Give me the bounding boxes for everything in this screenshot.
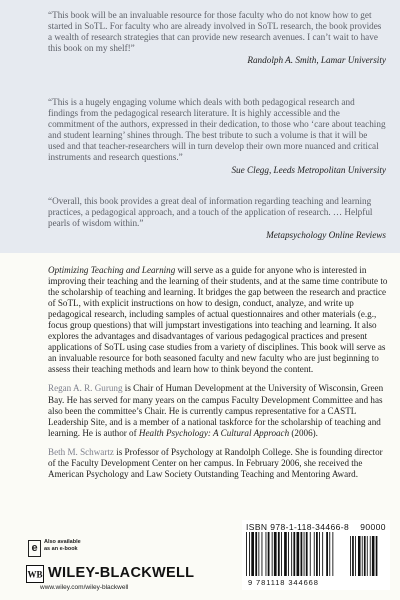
isbn-barcode-block	[242, 520, 390, 590]
barcode-bar	[258, 532, 259, 576]
publisher-name: WILEY-BLACKWELL	[48, 565, 195, 581]
review-2	[48, 97, 386, 176]
isbn-line	[246, 522, 390, 532]
barcode-bar	[262, 532, 263, 576]
barcode-number: 9 781118 344668	[248, 578, 319, 587]
barcode-addon-bar	[370, 536, 371, 576]
barcode-bar	[251, 532, 254, 576]
review-quote: “This is a hugely engaging volume which deals with both pedagogical research and findings from the pedagogical research literature. It is highly accessible and the commitment of the authors, expressed in their dedication, to those who ‘care about teaching and student learning’ shines through. The best tribute to such a volume is that it will be used and that teacher-researchers will in turn develop their own more nuanced and critical instruments and research questions.”	[48, 97, 386, 163]
review-1	[48, 10, 386, 66]
book-description	[48, 265, 388, 480]
wiley-blackwell-logo-icon	[26, 565, 44, 583]
barcode-bar	[249, 532, 250, 576]
barcode-bar	[301, 532, 303, 576]
barcode-bar	[293, 532, 295, 576]
ebook-line-2: as an e-book	[44, 546, 78, 552]
review-attribution: Sue Clegg, Leeds Metropolitan University	[231, 164, 386, 175]
author-name: Regan A. R. Gurung	[48, 383, 123, 394]
review-quote: “Overall, this book provides a great deal of information regarding teaching and learning practices, a pedagogical approach, and a touch of the application of research. … Helpful pearls of wisdom within.”	[48, 196, 373, 229]
barcode-addon-bar	[350, 536, 351, 576]
barcode-bar	[281, 532, 282, 576]
barcode	[242, 532, 390, 578]
barcode-bar	[278, 532, 280, 576]
barcode-bar	[272, 532, 273, 576]
author-book-title: Health Psychology: A Cultural Approach	[138, 427, 290, 438]
author-name: Beth M. Schwartz	[48, 446, 114, 457]
logo-letters: WB	[27, 569, 43, 580]
publisher-website: www.wiley.com/wiley-blackwell	[40, 584, 129, 591]
isbn: ISBN 978-1-118-34466-8	[246, 522, 350, 532]
barcode-bar	[314, 532, 315, 576]
barcode-addon-bar	[372, 536, 375, 576]
barcode-bar	[291, 532, 292, 576]
reviews-panel	[0, 0, 400, 253]
review-attribution: Randolph A. Smith, Lamar University	[247, 55, 386, 66]
ebook-badge	[26, 539, 81, 563]
barcode-bar	[288, 532, 289, 576]
description-text	[48, 265, 388, 375]
barcode-addon-bar	[367, 536, 368, 576]
barcode-bar	[268, 532, 270, 576]
review-quote: “This book will be an invaluable resource for those faculty who do not know how to get started in SoTL. For faculty who are already involved in SoTL research, the book provides a wealth of research strategies that can provide new research avenues. I can’t wait to have this book on my shelf!”	[48, 10, 382, 54]
barcode-bar	[284, 532, 287, 576]
barcode-bar	[255, 532, 257, 576]
author-bio-2	[48, 447, 388, 480]
barcode-bar	[297, 532, 300, 576]
barcode-bar	[274, 532, 277, 576]
author-bio: is Professor of Psychology at Randolph College. She is founding director of the Faculty Development Center on her campus. In February 2006, she received the American Psychology and Law Society Outstanding Teaching and Mentoring Award.	[48, 446, 383, 479]
barcode-bar	[246, 532, 247, 576]
barcode-bar	[329, 532, 330, 576]
book-title: Optimizing Teaching and Learning	[48, 265, 176, 275]
price-code: 90000	[360, 522, 386, 532]
barcode-bar	[304, 532, 305, 576]
author-bio-1	[48, 383, 388, 438]
barcode-addon-bar	[358, 536, 361, 576]
barcode-addon-bar	[355, 536, 356, 576]
review-attribution: Metapsychology Online Reviews	[266, 230, 386, 241]
barcode-addon-bar	[362, 536, 363, 576]
barcode-bar	[266, 532, 267, 576]
barcode-bar	[332, 532, 333, 576]
author-bio-end: (2006).	[289, 427, 318, 438]
barcode-addon-bar	[352, 536, 354, 576]
barcode-bar	[306, 532, 308, 576]
ebook-icon: e	[28, 540, 41, 557]
barcode-bar	[319, 532, 320, 576]
ebook-line-1: Also available	[44, 539, 81, 545]
barcode-addon-bar	[376, 536, 378, 576]
barcode-bar	[310, 532, 311, 576]
author-bio: is Chair of Human Development at the University of Wisconsin, Green Bay. He has served for many years on the campus Faculty Development Committee and has also been the committee’s Chair. He is currently campus representative for a CASTL Leadership Site, and is a member of a national taskforce for the scholarship of teaching and learning. He is author of	[48, 383, 384, 438]
barcode-addon-bar	[364, 536, 366, 576]
barcode-bar	[326, 532, 328, 576]
barcode-bar	[316, 532, 318, 576]
barcode-bar	[322, 532, 323, 576]
review-3	[48, 196, 386, 241]
description-body: will serve as a guide for anyone who is interested in improving their teaching and the learning of their students, and at the same time contribute to the scholarship of teaching and learning. It bridges the gap between the research and practice of SoTL, with explicit instructions on how to design, conduct, analyze, and write up pedagogical research, including samples of actual questionnaires and other materials (e.g., focus group questions) that will jumpstart investigations into teaching and learning. It also explores the advantages and disadvantages of various pedagogical practices and present applications of SoTL using case studies from a variety of disciplines. This book will serve as an invaluable resource for both seasoned faculty and new faculty who are just beginning to assess their teaching methods and learn how to think beyond the content.	[48, 265, 388, 375]
